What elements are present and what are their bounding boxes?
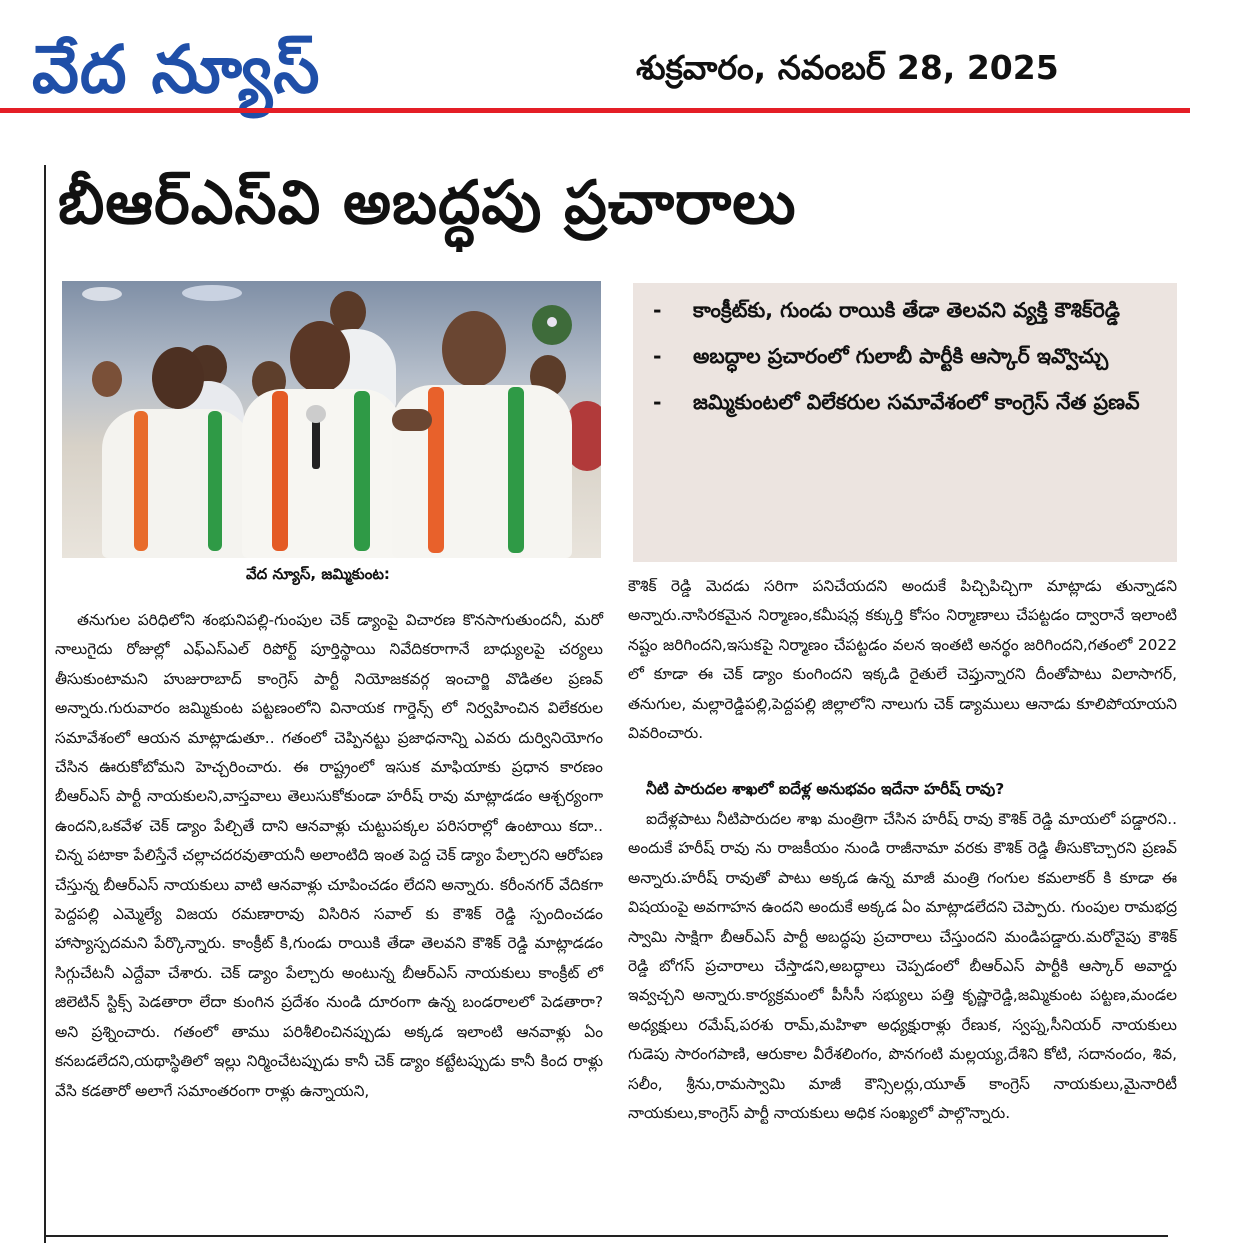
highlight-item [653, 333, 1163, 379]
highlight-text: జమ్మికుంటలో విలేకరుల సమావేశంలో కాంగ్రెస్ నేత ప్రణవ్ [693, 390, 1140, 414]
highlight-bullet: - [653, 344, 662, 368]
article-headline: బీఆర్ఎస్‌వి అబద్ధపు ప్రచారాలు [58, 168, 797, 238]
highlight-bullet: - [653, 298, 662, 322]
body-paragraph: తనుగుల పరిధిలోని శంభునిపల్లి-గుంపుల చెక్ డ్యాంపై విచారణ కొనసాగుతుందనీ, మరో నాలుగైదు రోజుల్లో ఎఫ్ఎస్ఎల్ రిపోర్ట్ పూర్తిస్థాయి నివేదికరాగానే బాధ్యులపై చర్యలు తీసుకుంటామని హుజురాబాద్ కాంగ్రెస్ పార్టీ నియోజకవర్గ ఇంచార్జి వొడితల ప్రణవ్ అన్నారు.గురువారం జమ్మికుంట పట్టణంలోని వినాయక గార్డెన్స్ లో నిర్వహించిన విలేకరుల సమావేశంలో ఆయన మాట్లాడుతూ.. గతంలో చెప్పినట్టు ప్రజాధనాన్ని ఎవరు దుర్వినియోగం చేసిన ఊరుకోబోమని హెచ్చరించారు. ఈ రాష్ట్రంలో ఇసుక మాఫియాకు ప్రధాన కారణం బీఆర్ఎస్ పార్టీ నాయకులని,వాస్తవాలు తెలుసుకోకుండా హరీష్ రావు మాట్లాడడం ఆశ్చర్యంగా ఉందని,ఒకవేళ చెక్ డ్యాం పేల్చితే దాని ఆనవాళ్లు చుట్టుపక్కల పరిసరాల్లో ఉంటాయి కదా.. చిన్న పటాకా పేలిస్తేనే చల్లాచదరవుతాయనీ అలాంటిది ఇంత పెద్ద చెక్ డ్యాం పేల్చారని ఆరోపణ చేస్తున్న బీఆర్ఎస్ నాయకులు వాటి ఆనవాళ్లు చూపించడం లేదని అన్నారు. కరీంనగర్ వేదికగా పెద్దపల్లి ఎమ్మెల్యే విజయ రమణారావు విసిరిన సవాల్ కు కౌశిక్ రెడ్డి స్పందించడం హాస్యాస్పదమని పేర్కొన్నారు. కాంక్రీట్ కి,గుండు రాయికి తేడా తెలవని కౌశిక్ రెడ్డి మాట్లాడడం సిగ్గుచేటనీ ఎద్దేవా చేశారు. చెక్ డ్యాం పేల్చారు అంటున్న బీఆర్ఎస్ నాయకులు కాంక్రీట్ లో జిలెటిన్ స్టిక్స్ పెడతారా లేదా కుంగిన ప్రదేశం నుండి దూరంగా ఉన్న బండరాలలో పెడతారా? అని ప్రశ్నించారు. గతంలో తాము పరిశీలించినప్పుడు అక్కడ ఇలాంటి ఆనవాళ్లు ఏం కనబడలేదని,యథాస్థితిలో ఇల్లు నిర్మించేటప్పుడు కానీ చెక్ డ్యాం కట్టేటప్పుడు కానీ కింద రాళ్లు వేసి కడతారో అలాగే సమాంతరంగా రాళ్లు ఉన్నాయని, [55, 611, 603, 1100]
highlights-box [633, 283, 1177, 562]
highlight-bullet: - [653, 390, 662, 414]
article-subheading: నీటి పారుదల శాఖలో ఐదేళ్ల అనుభవం ఇదేనా హరీష్ రావు? [646, 780, 1005, 798]
masthead [0, 0, 1243, 120]
left-column-rule [44, 165, 46, 1243]
article-body-column-2-top [628, 572, 1177, 748]
bottom-rule [44, 1235, 1168, 1237]
highlight-text: కాంక్రీట్‌కు, గుండు రాయికి తేడా తెలవని వ్యక్తి కౌశిక్‌రెడ్డి [693, 298, 1120, 322]
photo-caption: వేద న్యూస్, జమ్మికుంట: [246, 565, 390, 583]
article-body-column-2-bottom [628, 805, 1177, 1128]
article-body-column-1 [55, 606, 603, 1106]
highlight-item [653, 287, 1163, 333]
body-paragraph: కౌశిక్ రెడ్డి మెదడు సరిగా పనిచేయదని అందుకే పిచ్చిపిచ్చిగా మాట్లాడు తున్నాడని అన్నారు.నాసిరకమైన నిర్మాణం,కమీషన్ల కక్కుర్తి కోసం నిర్మాణాలు చేపట్టడం ద్వారానే ఇలాంటి నష్టం జరిగిందని,ఇసుకపై నిర్మాణం చేపట్టడం వలన ఇంతటి అనర్థం జరిగిందని,గతంలో 2022 లో కూడా ఈ చెక్ డ్యాం కుంగిందని ఇక్కడి రైతులే చెప్తున్నారని దీంతోపాటు విలాసాగర్, తనుగుల, మల్లారెడ్డిపల్లి,పెద్దపల్లి జిల్లాలోని నాలుగు చెక్ డ్యాములు ఆనాడు కూలిపోయాయని వివరించారు. [628, 577, 1177, 743]
article-photo [62, 281, 601, 558]
newspaper-logo: వేద న్యూస్ [32, 31, 321, 108]
body-paragraph: ఐదేళ్లపాటు నీటిపారుదల శాఖ మంత్రిగా చేసిన హరీష్ రావు కౌశిక్ రెడ్డి మాయలో పడ్డారని.. అందుకే హరీష్ రావు ను రాజకీయం నుండి రాజీనామా వరకు కౌశిక్ రెడ్డి తీసుకొచ్చారని ప్రణవ్ అన్నారు.హరీష్ రావుతో పాటు అక్కడ ఉన్న మాజీ మంత్రి గంగుల కమలాకర్ కి కూడా ఈ విషయంపై అవగాహన ఉందని అందుకే అక్కడ ఏం మాట్లాడలేదని చెప్పారు. గుంపుల రామభద్ర స్వామి సాక్షిగా బీఆర్ఎస్ పార్టీ అబద్ధపు ప్రచారాలు చేస్తుందని మండిపడ్డారు.మరోవైపు కౌశిక్ రెడ్డి బోగస్ ప్రచారాలు చేస్తాడని,అబద్ధాలు చెప్పడంలో బీఆర్ఎస్ పార్టీకి ఆస్కార్ అవార్డు ఇవ్వచ్చని అన్నారు.కార్యక్రమంలో పీసీసీ సభ్యులు పత్తి కృష్ణారెడ్డి,జమ్మికుంట పట్టణ,మండల అధ్యక్షులు రమేష్,పరశు రామ్,మహిళా అధ్యక్షురాళ్లు రేణుక, స్వప్న,సీనియర్ నాయకులు గుడెపు సారంగపాణి, ఆరుకాల వీరేశలింగం, పొనగంటి మల్లయ్య,దేశిని కోటి, సదానందం, శివ, సలీం, శ్రీను,రామస్వామి మాజీ కౌన్సిలర్లు,యూత్ కాంగ్రెస్ నాయకులు,మైనారిటీ నాయకులు,కాంగ్రెస్ పార్టీ నాయకులు అధిక సంఖ్యలో పాల్గొన్నారు. [628, 810, 1177, 1123]
issue-date: శుక్రవారం, నవంబర్ 28, 2025 [636, 48, 1059, 87]
masthead-divider [0, 108, 1190, 113]
highlight-text: అబద్ధాల ప్రచారంలో గులాబీ పార్టీకి ఆస్కార్ ఇవ్వొచ్చు [693, 344, 1109, 368]
highlight-item [653, 379, 1163, 425]
